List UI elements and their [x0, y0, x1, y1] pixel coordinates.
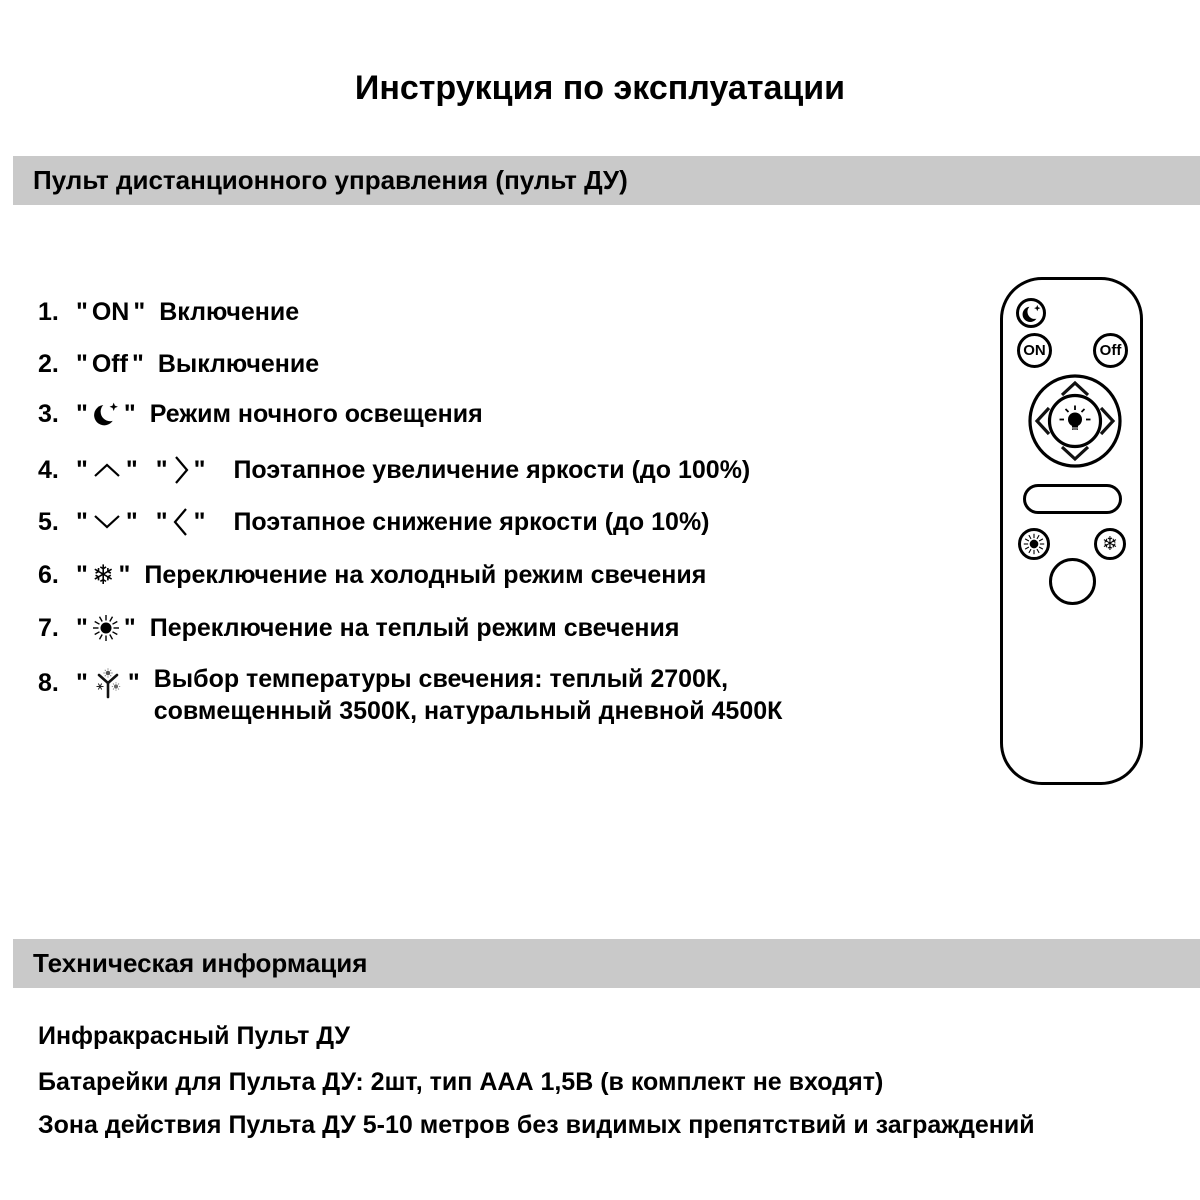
list-item-on — [38, 295, 299, 329]
item-description: Переключение на холодный режим свечения — [144, 560, 707, 589]
section-heading-remote — [13, 156, 1200, 205]
quote-mark: " — [123, 613, 136, 642]
section-heading-tech — [13, 939, 1200, 988]
item-description: Выключение — [157, 349, 320, 378]
quote-mark: " — [123, 399, 136, 428]
item-number: 6. — [38, 560, 59, 589]
item-description: Поэтапное увеличение яркости (до 100%) — [233, 455, 751, 484]
list-item-off — [38, 347, 319, 381]
list-item-brightness-up — [38, 453, 750, 487]
tech-info-line — [38, 1108, 1035, 1142]
blank-round-button — [1049, 558, 1096, 605]
list-item-brightness-down — [38, 505, 710, 539]
tech-info-line — [38, 1065, 883, 1099]
chevron-down-icon — [92, 513, 122, 531]
quote-mark: " — [76, 349, 88, 378]
chevron-up-icon — [92, 461, 122, 479]
on-button — [1017, 333, 1052, 368]
sun-icon — [1023, 533, 1045, 555]
snowflake-icon: ❄ — [1102, 532, 1118, 555]
quote-mark: " — [193, 507, 206, 536]
item-number: 2. — [38, 349, 59, 378]
item-description: Включение — [159, 297, 300, 326]
section-heading-remote-label: Пульт дистанционного управления (пульт ДУ) — [33, 165, 628, 195]
quote-mark: " — [155, 455, 168, 484]
chevron-left-icon — [172, 505, 190, 539]
quote-mark: " — [118, 560, 131, 589]
page-title: Инструкция по эксплуатации — [354, 69, 846, 107]
quote-mark: " — [193, 455, 206, 484]
warm-mode-button — [1018, 528, 1050, 560]
item-description-line1: Выбор температуры свечения: теплый 2700К, — [153, 665, 729, 693]
item-description: Поэтапное снижение яркости (до 10%) — [233, 507, 710, 536]
snowflake-icon: ❄ — [91, 559, 115, 591]
item-description-line2: совмещенный 3500К, натуральный дневной 4500К — [153, 697, 783, 725]
blank-pill-button — [1023, 484, 1122, 514]
list-item-night-mode — [38, 397, 483, 431]
quote-mark: " — [155, 507, 168, 536]
quote-mark: " — [76, 668, 88, 697]
chevron-right-icon — [172, 453, 190, 487]
dpad-right-chevron-icon — [1101, 408, 1113, 434]
item-number: 8. — [38, 668, 59, 697]
sun-icon — [92, 614, 120, 642]
dpad-up-chevron-icon — [1062, 383, 1088, 395]
moon-icon — [92, 400, 120, 428]
quote-mark: " — [76, 399, 88, 428]
remote-illustration — [1000, 277, 1143, 785]
quote-mark: " — [127, 668, 140, 697]
section-heading-tech-label: Техническая информация — [33, 948, 368, 978]
quote-mark: " — [76, 455, 88, 484]
item-number: 4. — [38, 455, 59, 484]
list-item-warm-mode — [38, 611, 679, 645]
quote-mark: " — [76, 507, 88, 536]
on-label: ON — [91, 297, 130, 326]
quote-mark: " — [125, 507, 138, 536]
item-description: Режим ночного освещения — [149, 399, 483, 428]
item-number: 1. — [38, 297, 59, 326]
cold-mode-button — [1094, 528, 1126, 560]
moon-icon — [1021, 303, 1042, 324]
item-number: 5. — [38, 507, 59, 536]
item-number: 7. — [38, 613, 59, 642]
tech-info-line — [38, 1019, 350, 1053]
item-description: Переключение на теплый режим свечения — [149, 613, 680, 642]
off-button-label: Off — [1099, 342, 1122, 359]
quote-mark: " — [133, 297, 146, 326]
dpad-control — [1027, 373, 1123, 469]
off-label: Off — [91, 349, 128, 378]
dpad-down-chevron-icon — [1062, 447, 1088, 459]
tech-info-text: Инфракрасный Пульт ДУ — [38, 1021, 350, 1050]
dpad-left-chevron-icon — [1037, 408, 1049, 434]
quote-mark: " — [131, 349, 144, 378]
off-button — [1093, 333, 1128, 368]
list-item-temperature-select — [38, 663, 782, 727]
temperature-select-icon — [92, 667, 124, 699]
night-mode-button — [1016, 298, 1046, 328]
tech-info-text: Зона действия Пульта ДУ 5-10 метров без видимых препятствий и заграждений — [38, 1110, 1035, 1139]
on-button-label: ON — [1023, 342, 1046, 359]
quote-mark: " — [76, 560, 88, 589]
item-number: 3. — [38, 399, 59, 428]
list-item-cold-mode — [38, 558, 706, 592]
tech-info-text: Батарейки для Пульта ДУ: 2шт, тип ААА 1,5В (в комплект не входят) — [38, 1067, 884, 1096]
quote-mark: " — [76, 613, 88, 642]
quote-mark: " — [125, 455, 138, 484]
quote-mark: " — [76, 297, 88, 326]
